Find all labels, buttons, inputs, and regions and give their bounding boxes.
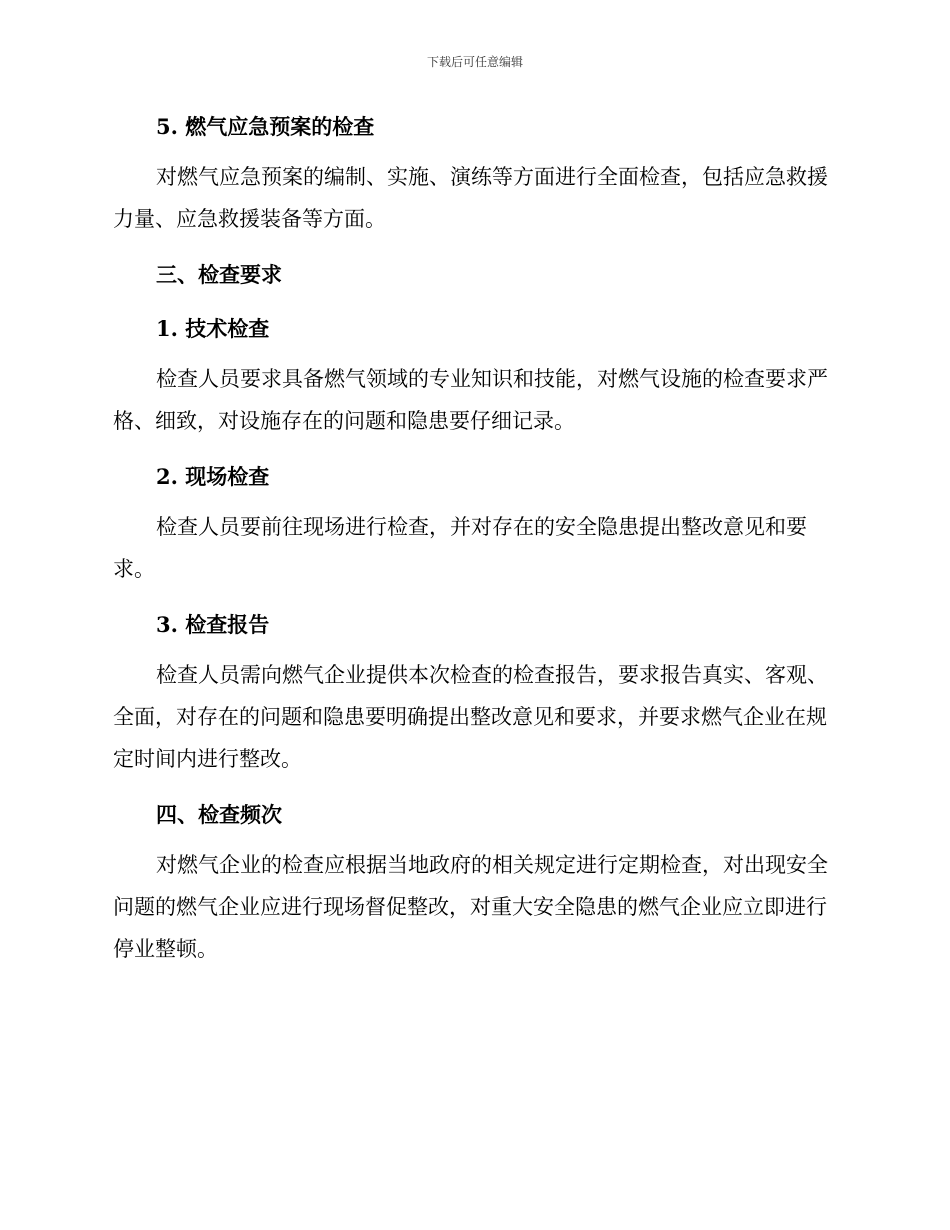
header-note: 下载后可任意编辑 (426, 55, 523, 69)
section-3-2-paragraph: 检查人员要前往现场进行检查，并对存在的安全隐患提出整改意见和要求。 (113, 515, 807, 581)
section-4-heading: 四、检查频次 (156, 802, 282, 827)
document-body (113, 110, 833, 970)
section-3-1-heading: 1. 技术检查 (156, 316, 270, 341)
section-3-heading: 三、检查要求 (156, 262, 282, 287)
section-4-paragraph: 对燃气企业的检查应根据当地政府的相关规定进行定期检查，对出现安全问题的燃气企业应进行现场督促整改，对重大安全隐患的燃气企业应立即进行停业整顿。 (113, 853, 828, 961)
section-3-1-paragraph: 检查人员要求具备燃气领域的专业知识和技能，对燃气设施的检查要求严格、细致，对设施存在的问题和隐患要仔细记录。 (113, 367, 828, 433)
section-3-3-heading: 3. 检查报告 (156, 612, 270, 637)
section-3-3-paragraph: 检查人员需向燃气企业提供本次检查的检查报告，要求报告真实、客观、全面，对存在的问题和隐患要明确提出整改意见和要求，并要求燃气企业在规定时间内进行整改。 (113, 663, 828, 771)
section-5-paragraph: 对燃气应急预案的编制、实施、演练等方面进行全面检查，包括应急救援力量、应急救援装备等方面。 (113, 165, 828, 231)
section-5-heading: 5. 燃气应急预案的检查 (156, 114, 375, 139)
section-3-2-heading: 2. 现场检查 (156, 464, 270, 489)
